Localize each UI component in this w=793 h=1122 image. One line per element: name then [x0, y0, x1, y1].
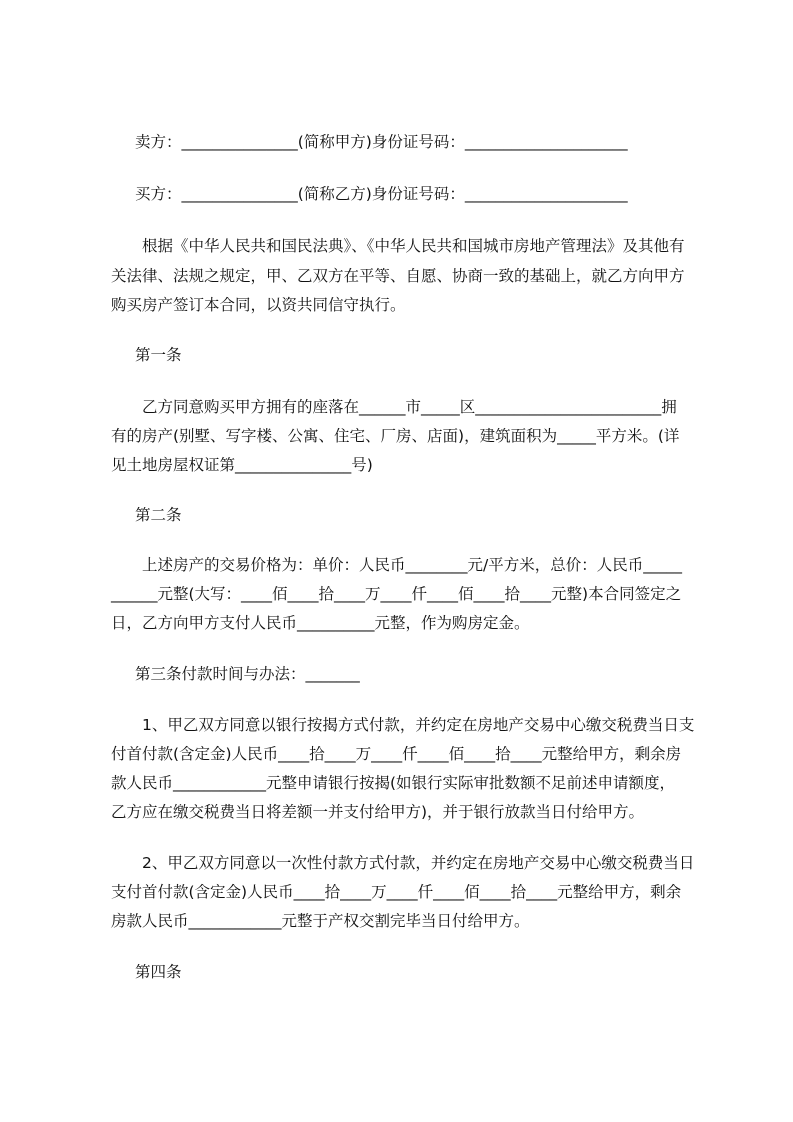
article-2-line: 日，乙方向甲方支付人民币__________元整，作为购房定金。 [111, 614, 530, 632]
preamble-line: 购买房产签订本合同，以资共同信守执行。 [111, 296, 406, 314]
article-4-title: 第四条 [135, 963, 182, 981]
article-3-item-2-line: 2、甲乙双方同意以一次性付款方式付款，并约定在房地产交易中心缴交税费当日 [142, 854, 695, 872]
article-1-title: 第一条 [135, 346, 182, 364]
buyer-line: 买方：_______________(简称乙方)身份证号码：_____________________ [135, 185, 628, 203]
article-1-line: 乙方同意购买甲方拥有的座落在______市_____区________________________拥 [142, 398, 677, 416]
article-3-item-2-line: 房款人民币____________元整于产权交割完毕当日付给甲方。 [111, 912, 530, 930]
article-3-item-1-line: 乙方应在缴交税费当日将差额一并支付给甲方)，并于银行放款当日付给甲方。 [111, 803, 645, 821]
article-2-line: 上述房产的交易价格为：单价：人民币________元/平方米，总价：人民币_____ [142, 556, 682, 574]
article-2-title: 第二条 [135, 506, 182, 524]
article-3-item-1-line: 付首付款(含定金)人民币____拾____万____仟____佰____拾____元整给甲方，剩余房 [111, 745, 682, 763]
seller-line: 卖方：_______________(简称甲方)身份证号码：_____________________ [135, 133, 628, 151]
article-1-line: 见土地房屋权证第_______________号) [111, 456, 373, 474]
article-1-line: 有的房产(别墅、写字楼、公寓、住宅、厂房、店面)，建筑面积为_____平方米。(详 [111, 427, 680, 445]
article-3-title: 第三条付款时间与办法：_______ [135, 665, 360, 683]
article-3-item-1-line: 款人民币____________元整申请银行按揭(如银行实际审批数额不足前述申请额度， [111, 774, 676, 792]
preamble-line: 根据《中华人民共和国民法典》、《中华人民共和国城市房地产管理法》及其他有 [142, 237, 685, 255]
preamble-line: 关法律、法规之规定，甲、乙双方在平等、自愿、协商一致的基础上，就乙方向甲方 [111, 267, 685, 285]
article-3-item-1-line: 1、甲乙双方同意以银行按揭方式付款，并约定在房地产交易中心缴交税费当日支 [142, 716, 695, 734]
article-3-item-2-line: 支付首付款(含定金)人民币____拾____万____仟____佰____拾____元整给甲方，剩余 [111, 883, 682, 901]
article-2-line: ______元整(大写：____佰____拾____万____仟____佰____拾____元整)本合同签定之 [111, 585, 682, 603]
